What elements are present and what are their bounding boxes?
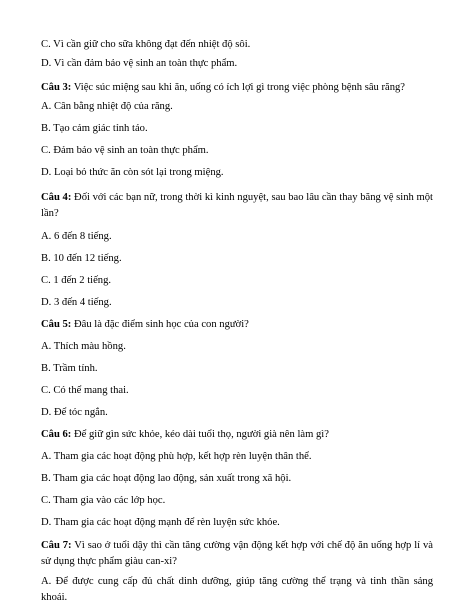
answer-option: D. Loại bỏ thức ăn còn sót lại trong miệng. [41,167,224,178]
answer-option: A. Tham gia các hoạt động phù hợp, kết hợp rèn luyện thân thể. [41,451,312,462]
answer-option: C. Tham gia vào các lớp học. [41,495,166,506]
answer-option: D. Để tóc ngắn. [41,407,108,418]
question-7: Câu 7: Vì sao ở tuổi dậy thì cần tăng cường vận động kết hợp với chế độ ăn uống hợp lí và sử dụng thực phẩm giàu can-xi? [41,540,434,567]
question-label: Câu 7: [41,540,72,551]
answer-option: A. Để được cung cấp đủ chất dinh dưỡng, giúp tăng cường thể trạng và tinh thần sảng khoái. [41,576,433,603]
answer-option: C. 1 đến 2 tiếng. [41,275,112,286]
answer-option: B. Tham gia các hoạt động lao động, sản xuất trong xã hội. [41,473,292,484]
question-label: Câu 3: [41,82,72,93]
question-5: Câu 5: Đâu là đặc điểm sinh học của con người? [41,319,249,330]
answer-option: A. Cân bằng nhiệt độ của răng. [41,101,173,112]
question-6: Câu 6: Để giữ gìn sức khỏe, kéo dài tuổi thọ, người già nên làm gì? [41,429,329,440]
question-4: Câu 4: Đối với các bạn nữ, trong thời kì kinh nguyệt, sau bao lâu cần thay băng vệ sinh một lần? [41,192,433,219]
answer-option: B. 10 đến 12 tiếng. [41,253,122,264]
answer-option: B. Tạo cảm giác tỉnh táo. [41,123,148,134]
answer-option: D. Tham gia các hoạt động mạnh để rèn luyện sức khỏe. [41,517,280,528]
answer-option: A. Thích màu hồng. [41,341,126,352]
answer-option: D. 3 đến 4 tiếng. [41,297,112,308]
question-label: Câu 4: [41,192,72,203]
answer-option: C. Vì cần giữ cho sữa không đạt đến nhiệt độ sôi. [41,39,251,50]
question-3: Câu 3: Việc súc miệng sau khi ăn, uống có ích lợi gì trong việc phòng bệnh sâu răng? [41,82,405,93]
answer-option: D. Vì cần đảm bảo vệ sinh an toàn thực phẩm. [41,58,238,69]
question-label: Câu 6: [41,429,72,440]
answer-option: B. Trầm tính. [41,363,98,374]
answer-option: A. 6 đến 8 tiếng. [41,231,112,242]
question-label: Câu 5: [41,319,72,330]
answer-option: C. Có thể mang thai. [41,385,129,396]
answer-option: C. Đảm bảo vệ sinh an toàn thực phẩm. [41,145,209,156]
